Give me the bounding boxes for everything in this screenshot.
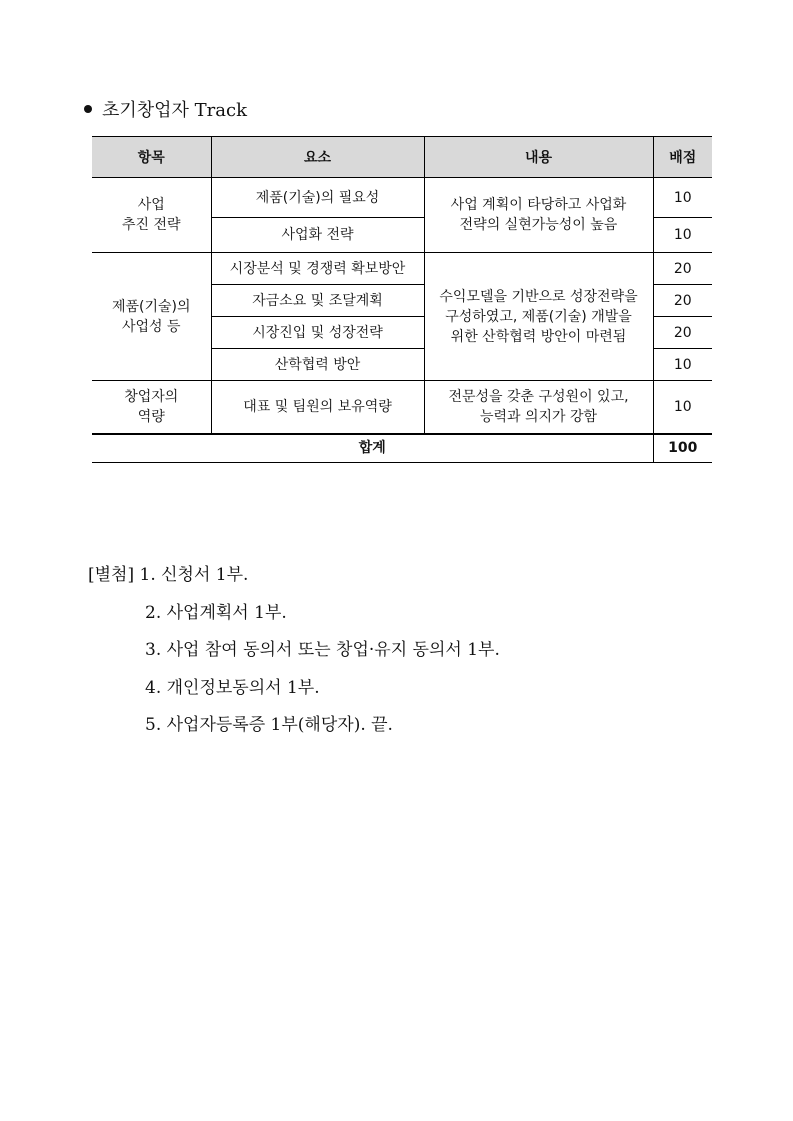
attachment-item <box>88 557 500 595</box>
score-cell: 10 <box>653 381 712 434</box>
element-cell: 대표 및 팀원의 보유역량 <box>211 381 424 434</box>
header-category: 항목 <box>92 137 211 178</box>
section-heading <box>84 98 247 124</box>
content-line: 사업 계획이 타당하고 사업화 <box>450 197 627 213</box>
element-cell: 시장진입 및 성장전략 <box>211 317 424 349</box>
attachment-item: 5. 사업자등록증 1부(해당자). 끝. <box>145 715 393 735</box>
element-cell: 제품(기술)의 필요성 <box>211 178 424 218</box>
content-line: 위한 산학협력 방안이 마련됨 <box>450 328 627 345</box>
header-element: 요소 <box>211 137 424 178</box>
attachment-text: 1. 신청서 1부. <box>139 565 249 585</box>
category-cell <box>92 381 211 434</box>
element-cell: 사업화 전략 <box>211 218 424 253</box>
score-cell: 20 <box>653 253 712 285</box>
bullet-icon <box>84 105 92 113</box>
content-cell <box>424 253 653 381</box>
element-cell: 산학협력 방안 <box>211 349 424 381</box>
category-cell <box>92 253 211 381</box>
attachment-item: 2. 사업계획서 1부. <box>145 602 287 623</box>
category-cell <box>92 178 211 253</box>
category-line: 창업자의 <box>124 388 179 405</box>
attachments-prefix: [별첨] <box>88 565 135 585</box>
table-row <box>92 253 712 285</box>
section-heading-text: 초기창업자 Track <box>102 100 247 121</box>
table-row <box>92 178 712 218</box>
total-label: 합계 <box>92 434 653 463</box>
attachment-item: 4. 개인정보동의서 1부. <box>145 677 320 698</box>
category-line: 사업 <box>137 197 165 213</box>
score-cell: 10 <box>653 178 712 218</box>
category-line: 추진 전략 <box>121 217 181 233</box>
category-line: 제품(기술)의 <box>111 298 191 315</box>
content-line: 수익모델을 기반으로 성장전략을 <box>439 288 638 305</box>
score-cell: 10 <box>653 349 712 381</box>
score-cell: 20 <box>653 285 712 317</box>
score-cell: 10 <box>653 218 712 253</box>
table-row <box>92 381 712 434</box>
table-header-row <box>92 137 712 178</box>
content-line: 구성하였고, 제품(기술) 개발을 <box>445 308 632 325</box>
attachments-list <box>88 557 500 745</box>
content-cell <box>424 381 653 434</box>
category-line: 역량 <box>137 408 165 425</box>
header-score: 배점 <box>653 137 712 178</box>
element-cell: 시장분석 및 경쟁력 확보방안 <box>211 253 424 285</box>
category-line: 사업성 등 <box>121 318 181 335</box>
attachment-item: 3. 사업 참여 동의서 또는 창업·유지 동의서 1부. <box>145 640 500 660</box>
score-cell: 20 <box>653 317 712 349</box>
element-cell: 자금소요 및 조달계획 <box>211 285 424 317</box>
content-line: 전문성을 갖춘 구성원이 있고, <box>448 388 629 405</box>
content-cell <box>424 178 653 253</box>
total-row <box>92 434 712 463</box>
total-score: 100 <box>653 434 712 463</box>
content-line: 전략의 실현가능성이 높음 <box>459 217 618 233</box>
header-content: 내용 <box>424 137 653 178</box>
content-line: 능력과 의지가 강함 <box>479 408 598 425</box>
evaluation-table <box>92 136 712 463</box>
